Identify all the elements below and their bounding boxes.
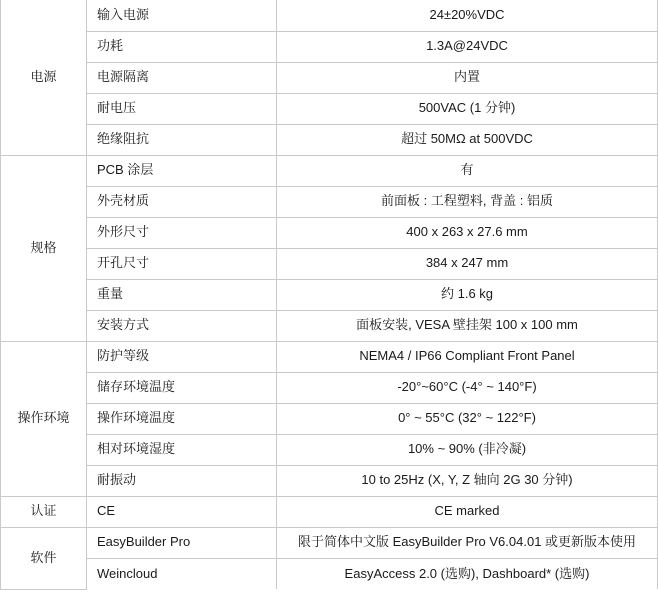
spec-item: 防护等级: [87, 341, 277, 372]
spec-item: 安装方式: [87, 310, 277, 341]
spec-value: 384 x 247 mm: [277, 248, 658, 279]
table-row: [1, 155, 658, 186]
spec-value: 10 to 25Hz (X, Y, Z 轴向 2G 30 分钟): [277, 465, 658, 496]
table-row: [1, 558, 658, 589]
group-label-specifications: 规格: [1, 155, 87, 341]
spec-item: Weincloud: [87, 558, 277, 589]
spec-value: 10% ~ 90% (非冷凝): [277, 434, 658, 465]
specifications-table-body: [1, 0, 658, 589]
spec-value: 面板安装, VESA 壁挂架 100 x 100 mm: [277, 310, 658, 341]
spec-value: 500VAC (1 分钟): [277, 93, 658, 124]
spec-item: 电源隔离: [87, 62, 277, 93]
table-row: [1, 217, 658, 248]
spec-item: 外形尺寸: [87, 217, 277, 248]
spec-value: CE marked: [277, 496, 658, 527]
group-label-software: 软件: [1, 527, 87, 589]
table-row: [1, 124, 658, 155]
group-label-certification: 认证: [1, 496, 87, 527]
table-row: [1, 310, 658, 341]
spec-value: 有: [277, 155, 658, 186]
spec-item: 耐电压: [87, 93, 277, 124]
spec-item: 绝缘阻抗: [87, 124, 277, 155]
spec-item: EasyBuilder Pro: [87, 527, 277, 558]
spec-value: 0° ~ 55°C (32° ~ 122°F): [277, 403, 658, 434]
spec-value: -20°~60°C (-4° ~ 140°F): [277, 372, 658, 403]
spec-value: 限于简体中文版 EasyBuilder Pro V6.04.01 或更新版本使用: [277, 527, 658, 558]
group-label-power: 电源: [1, 0, 87, 155]
spec-item: 重量: [87, 279, 277, 310]
spec-value: NEMA4 / IP66 Compliant Front Panel: [277, 341, 658, 372]
table-row: [1, 62, 658, 93]
spec-item: CE: [87, 496, 277, 527]
table-row: [1, 279, 658, 310]
spec-item: 外壳材质: [87, 186, 277, 217]
spec-item: PCB 涂层: [87, 155, 277, 186]
table-row: [1, 527, 658, 558]
spec-value: 1.3A@24VDC: [277, 31, 658, 62]
spec-value: 前面板 : 工程塑料, 背盖 : 铝质: [277, 186, 658, 217]
spec-value: 约 1.6 kg: [277, 279, 658, 310]
spec-item: 操作环境温度: [87, 403, 277, 434]
spec-item: 储存环境温度: [87, 372, 277, 403]
group-label-operating-environment: 操作环境: [1, 341, 87, 496]
spec-item: 开孔尺寸: [87, 248, 277, 279]
table-row: [1, 372, 658, 403]
spec-item: 耐振动: [87, 465, 277, 496]
table-row: [1, 465, 658, 496]
table-row: [1, 31, 658, 62]
table-row: [1, 0, 658, 31]
table-row: [1, 186, 658, 217]
table-row: [1, 93, 658, 124]
table-row: [1, 434, 658, 465]
spec-value: EasyAccess 2.0 (选购), Dashboard* (选购): [277, 558, 658, 589]
table-row: [1, 248, 658, 279]
table-row: [1, 496, 658, 527]
table-row: [1, 341, 658, 372]
spec-item: 相对环境湿度: [87, 434, 277, 465]
spec-item: 输入电源: [87, 0, 277, 31]
spec-value: 400 x 263 x 27.6 mm: [277, 217, 658, 248]
spec-item: 功耗: [87, 31, 277, 62]
spec-value: 24±20%VDC: [277, 0, 658, 31]
table-row: [1, 403, 658, 434]
spec-value: 超过 50MΩ at 500VDC: [277, 124, 658, 155]
spec-value: 内置: [277, 62, 658, 93]
